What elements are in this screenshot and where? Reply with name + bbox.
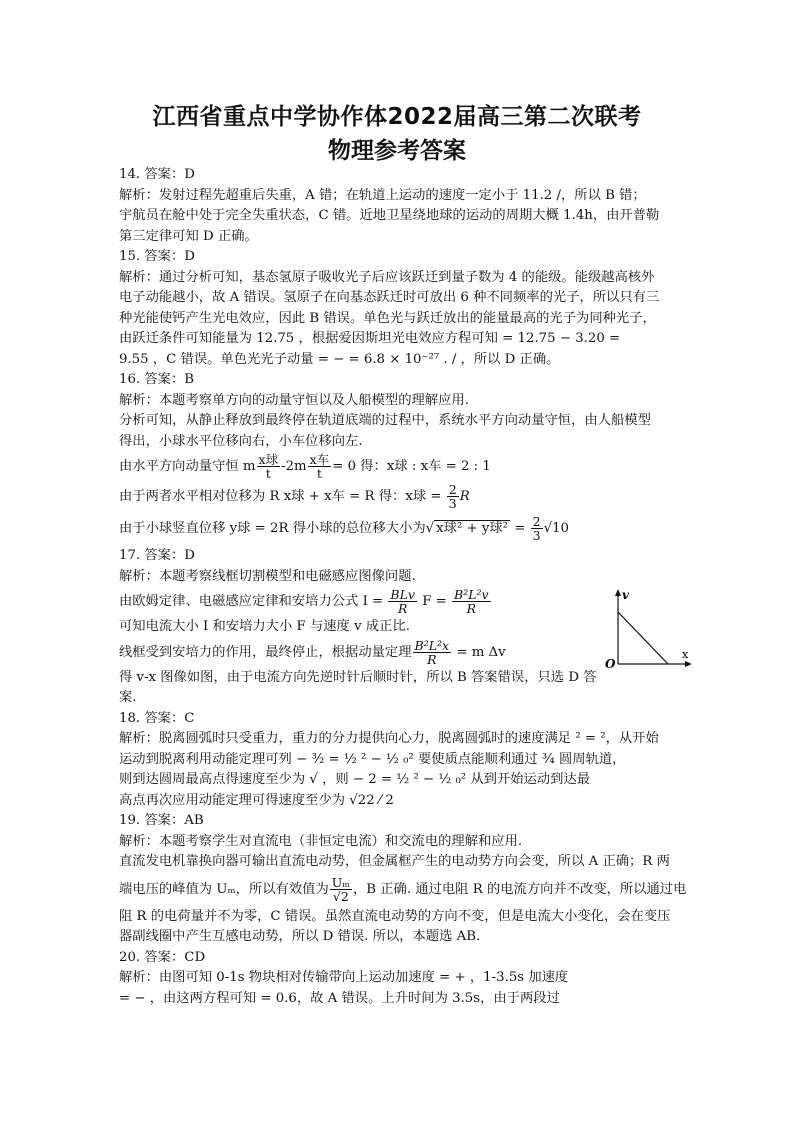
vx-graph [604,588,694,668]
q15-explanation-line: 种光能使钙产生光电效应，因此 B 错误。单色光与跃迁放出的能量最高的光子为同种光子， [119,310,656,326]
q17-eq2-text: 线框受到安培力的作用，最终停止，根据动量定理 [119,644,412,660]
q16-eq1-text: 由水平方向动量守恒 m [119,459,256,474]
q19-answer: 19. 答案：AB [119,813,204,828]
q17-explanation-line: 可知电流大小 I 和安培力大小 F 与速度 v 成正比. [119,619,410,634]
q14-explanation-line: 解析：发射过程先超重后失重，A 错；在轨道上运动的速度一定小于 11.2 /，所以 B 错； [119,187,646,203]
fraction-denominator: R [397,601,408,616]
q17-answer: 17. 答案：D [119,548,195,563]
q16-explanation-line: 解析：本题考察单方向的动量守恒以及人船模型的理解应用. [119,392,469,408]
q18-answer: 18. 答案：C [119,710,195,726]
q14-answer: 14. 答案：D [119,167,195,182]
fraction-denominator: t [265,466,271,481]
q20-answer: 20. 答案：CD [119,949,206,965]
q17-equation-ohm [119,587,679,617]
q16-eq3-end: √10 [543,521,569,536]
q16-eq2-text: 由于两者水平相对位移为 R x球 + x车 = R 得：x球 = [119,489,446,504]
q16-explanation-line: 得出，小球水平位移向右，小车位移向左. [119,433,363,449]
q16-eq3-sqrt: x球² + y球² [436,521,509,536]
q16-equation-total-displacement: 由于小球竖直位移 y球 = 2R 得小球的总位移大小为√ x球² + y球² = $\frac{2}{3}$ √10 [119,514,569,543]
document-title: 江西省重点中学协作体2022届高三第二次联考 [152,104,642,130]
q17-eq2-end: = m Δv [452,644,506,660]
q17-eq1-fraction [452,588,491,615]
q16-eq2-end: R [459,489,470,504]
graph-line [618,612,668,664]
fraction-denominator: R [427,651,437,667]
fraction-numerator: x球 [258,452,279,467]
fraction-denominator: R [466,601,477,616]
q18-explanation-line: 则到达圆周最高点得速度至少为 √ ，则 − 2 = ½ ² − ½ ₀² 从到开始运动到达最 [119,772,591,787]
answer-content [119,165,687,1009]
q18-explanation-line: 高点再次应用动能定理可得速度至少为 √22 ⁄ 2 [119,792,394,808]
q16-eq3-fraction [531,515,543,542]
q19-l3b-text: ，B 正确. 通过电阻 R 的电流方向并不改变，所以通过电 [352,881,687,897]
graph-x-arrow [685,661,692,667]
q16-equation-momentum [119,452,679,482]
q18-explanation-line: 解析：脱离圆弧时只受重力，重力的分力提供向心力，脱离圆弧时的速度满足 ² = ²，从开始 [119,731,659,746]
q17-equation-momentum-theorem [119,638,679,668]
fraction-denominator: 3 [532,528,541,543]
document-subtitle: 物理参考答案 [328,138,466,164]
q17-explanation-line: 得 v-x 图像如图，由于电流方向先逆时针后顺时针，所以 B 答案错误，只选 D 答 [119,669,597,685]
q19-explanation-line: 器副线圈中产生互感电动势，所以 D 错误. 所以，本题选 AB. [119,929,481,944]
q18-explanation-line: 运动到脱离利用动能定理可列 − ³⁄₂ = ½ ² − ½ ₀² 要使质点能顺利通过 ³⁄₄ 圆周轨道， [119,751,626,767]
q15-explanation-line: 电子动能越小，故 A 错误。氢原子在向基态跃迁时可放出 6 种不同频率的光子，所以只有三 [119,290,660,305]
fraction-numerator: x车 [309,452,330,467]
q16-eq2-fraction [447,483,459,510]
q17-explanation-line: 案. [119,690,137,705]
q20-explanation-line: 解析：由图可知 0-1s 物块相对传输带向上运动加速度 = + ，1-3.5s 加速度 [119,970,569,985]
q19-l3a-text: 端电压的峰值为 Uₘ，所以有效值为 [119,881,329,897]
fraction-denominator: t [316,466,322,481]
q17-eq1-mid: F = [417,594,452,609]
q14-explanation-line: 第三定律可知 D 正确。 [119,228,258,244]
q15-explanation-line: 解析：通过分析可知，基态氢原子吸收光子后应该跃迁到量子数为 4 的能级。能级越高核外 [119,269,655,285]
q20-explanation-line: = − ，由这两方程可知 = 0.6，故 A 错误。上升时间为 3.5s，由于两段过 [119,990,560,1006]
fraction-numerator: BLv [390,587,415,602]
q17-eq2-fraction [413,639,452,666]
q19-explanation-line: 阻 R 的电荷量并不为零，C 错误。虽然直流电动势的方向不变，但是电流大小变化，会在变压 [119,908,671,924]
q16-equation-displacement [119,482,679,512]
q16-eq3-mid: = [510,521,530,536]
q16-eq3-text: 由于小球竖直位移 y球 = 2R 得小球的总位移大小为 [119,521,426,536]
q19-explanation-line: 直流发电机靠换向器可输出直流电动势，但金属框产生的电动势方向会变，所以 A 正确；R 两 [119,854,670,869]
q15-answer: 15. 答案：D [119,249,195,264]
q17-eq1-text: 由欧姆定律、电磁感应定律和安培力公式 I = [119,594,388,609]
fraction-numerator: 2 [532,514,541,529]
q16-eq1-fraction [308,453,332,480]
q16-eq1-mid: -2m [281,459,307,474]
graph-v-arrow [615,589,621,596]
q19-explanation-effective-value [119,873,687,907]
fraction-denominator: 3 [448,496,457,511]
q14-explanation-line: 宇航员在舱中处于完全失重状态，C 错。近地卫星绕地球的运动的周期大概 1.4h，由开普勒 [119,208,660,223]
fraction-denominator: √2 [332,888,349,904]
q17-eq1-fraction [388,588,417,615]
graph-v-label: v [622,588,629,602]
fraction-numerator: B²L²v [454,587,489,602]
q19-explanation-line: 解析：本题考察学生对直流电（非恒定电流）和交流电的理解和应用. [119,833,523,849]
q16-explanation-line: 分析可知，从静止释放到最终停在轨道底端的过程中，系统水平方向动量守恒，由人船模型 [119,413,651,428]
q15-explanation-line: 由跃迁条件可知能量为 12.75 ，根据爱因斯坦光电效应方程可知 = 12.75 − 3.20 = [119,331,621,346]
fraction-numerator: 2 [448,482,457,497]
graph-x-label: x [682,648,689,661]
fraction-numerator: Uₘ [331,874,350,890]
fraction-numerator: B²L²x [414,637,450,653]
q16-answer: 16. 答案：B [119,372,195,387]
q19-fraction [330,876,352,903]
q15-explanation-line: 9.55 ，C 错误。单色光光子动量 = − = 6.8 × 10⁻²⁷ . / ，所以 D 正确。 [119,351,560,367]
q17-explanation-line: 解析：本题考察线框切割模型和电磁感应图像问题. [119,568,416,584]
q16-eq1-end: = 0 得：x球 : x车 = 2 : 1 [332,459,491,474]
graph-origin-label: O [605,657,616,668]
q16-eq1-fraction [257,453,281,480]
